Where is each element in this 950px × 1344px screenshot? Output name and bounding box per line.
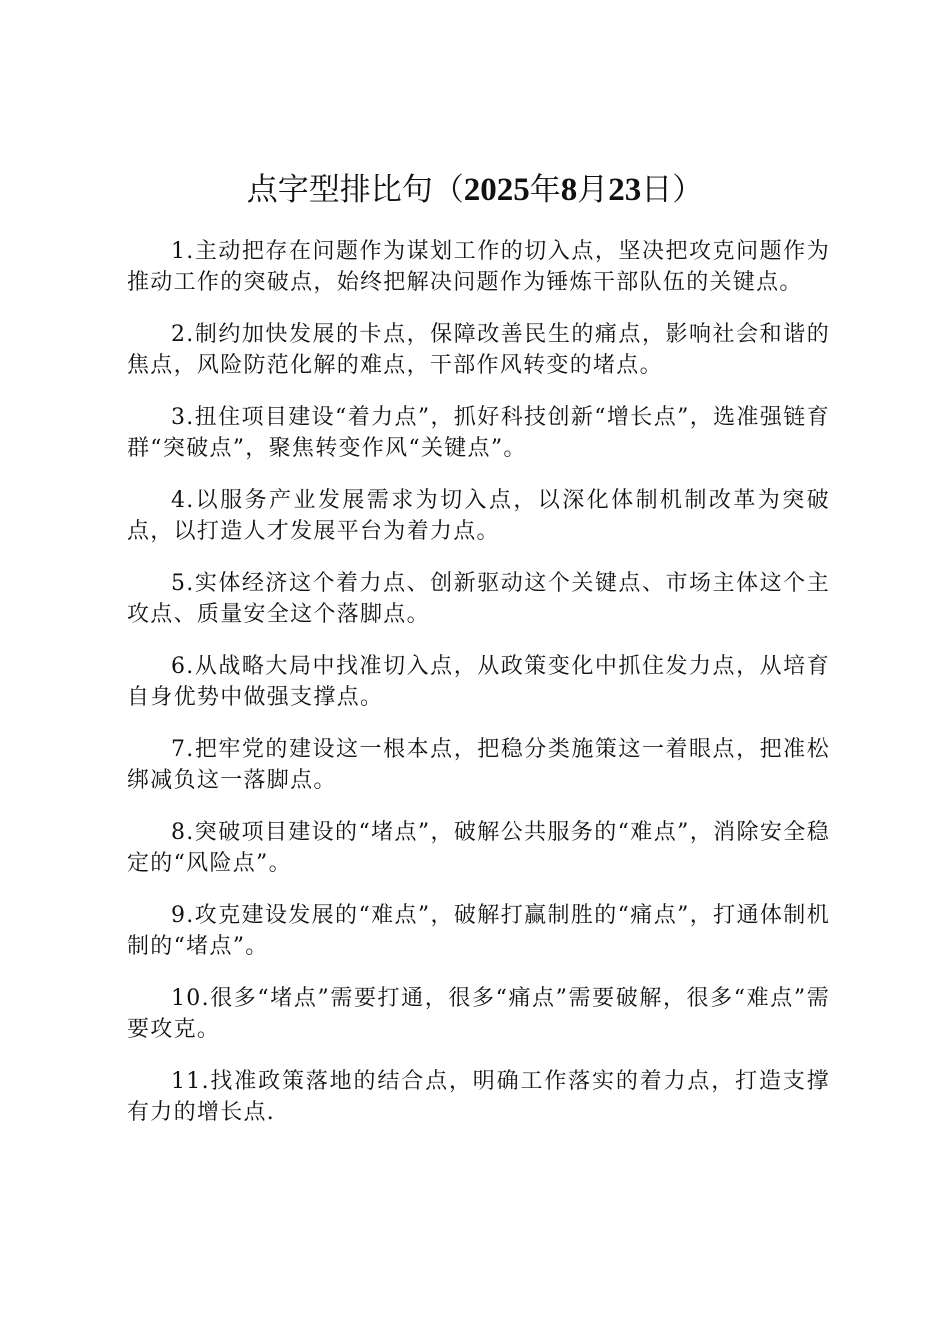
- title-prefix: 点字型排比句（: [246, 172, 464, 208]
- list-item: 7.把牢党的建设这一根本点，把稳分类施策这一着眼点，把准松绑减负这一落脚点。: [127, 737, 830, 793]
- title-month-unit: 月: [577, 172, 609, 208]
- title-day: 23: [608, 172, 642, 208]
- list-item: 8.突破项目建设的“堵点”，破解公共服务的“难点”，消除安全稳定的“风险点”。: [127, 820, 830, 876]
- list-item: 5.实体经济这个着力点、创新驱动这个关键点、市场主体这个主攻点、质量安全这个落脚点。: [127, 571, 830, 627]
- document-title: [0, 168, 950, 212]
- list-item: 2.制约加快发展的卡点，保障改善民生的痛点，影响社会和谐的焦点，风险防范化解的难点，干部作风转变的堵点。: [127, 322, 830, 378]
- list-item: 4.以服务产业发展需求为切入点，以深化体制机制改革为突破点，以打造人才发展平台为着力点。: [127, 488, 830, 544]
- title-year-unit: 年: [529, 172, 561, 208]
- list-item: 9.攻克建设发展的“难点”，破解打赢制胜的“痛点”，打通体制机制的“堵点”。: [127, 903, 830, 959]
- list-item: 10.很多“堵点”需要打通，很多“痛点”需要破解，很多“难点”需要攻克。: [127, 986, 830, 1042]
- list-item: 1.主动把存在问题作为谋划工作的切入点，坚决把攻克问题作为推动工作的突破点，始终把解决问题作为锤炼干部队伍的关键点。: [127, 239, 830, 295]
- sentence-list: [127, 236, 830, 1149]
- list-item: 11.找准政策落地的结合点，明确工作落实的着力点，打造支撑有力的增长点.: [127, 1069, 830, 1125]
- list-item: 6.从战略大局中找准切入点，从政策变化中抓住发力点，从培育自身优势中做强支撑点。: [127, 654, 830, 710]
- list-item: 3.扭住项目建设“着力点”，抓好科技创新“增长点”，选准强链育群“突破点”，聚焦转变作风“关键点”。: [127, 405, 830, 461]
- title-year: 2025: [463, 172, 530, 208]
- title-month: 8: [560, 172, 578, 208]
- title-suffix: 日）: [641, 172, 704, 208]
